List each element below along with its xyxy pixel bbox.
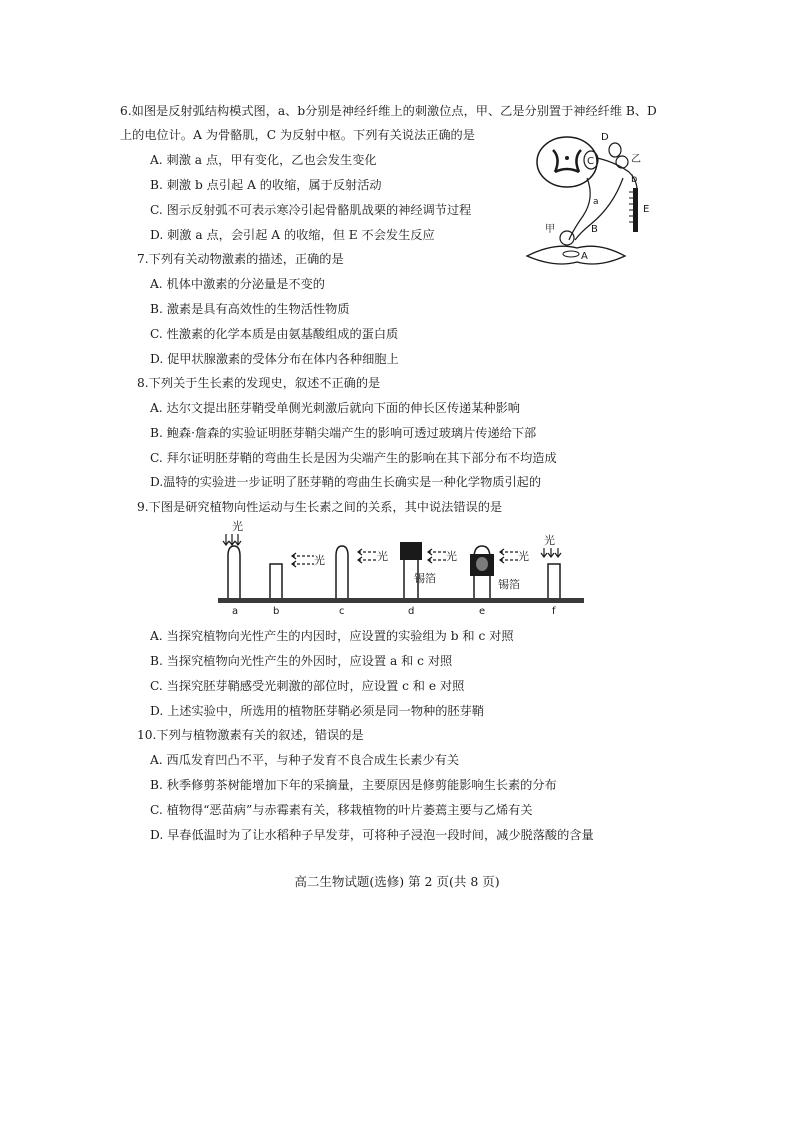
q9-option-d: D. 上述实验中，所选用的植物胚芽鞘必须是同一物种的胚芽鞘 [150,704,484,718]
seedling-letter-e: e [479,606,486,617]
light-label-d-left: 光 [377,550,388,563]
q8-option-b: B. 鲍森·詹森的实验证明胚芽鞘尖端产生的影响可透过玻璃片传递给下部 [150,426,537,440]
q8-option-a: A. 达尔文提出胚芽鞘受单侧光刺激后就向下面的伸长区传递某种影响 [150,401,520,415]
seedling-a [228,546,240,598]
seedling-f [548,564,560,598]
light-arrows-e [500,552,518,560]
q6-stem-line2: 上的电位计。A 为骨骼肌，C 为反射中枢。下列有关说法正确的是 [120,128,475,142]
gray-matter [553,150,581,172]
light-arrowheads-c [292,553,296,567]
seedling-letter-b: b [273,606,280,617]
q7-stem: 7.下列有关动物激素的描述，正确的是 [137,252,344,266]
light-label-c: 光 [314,554,325,567]
q10-option-c: C. 植物得“恶苗病”与赤霉素有关，移栽植物的叶片萎蔫主要与乙烯有关 [150,803,533,817]
meter-yi [616,156,628,168]
light-label-d: 光 [446,550,457,563]
q6-option-b: B. 刺激 b 点引起 A 的收缩，属于反射活动 [150,178,382,192]
ganglion [609,143,621,157]
foil-label-e: 锡箔 [498,578,520,591]
motor-endplate [563,251,579,257]
light-arrowheads-d [428,549,432,563]
q8-option-d: D.温特的实验进一步证明了胚芽鞘的弯曲生长确实是一种化学物质引起的 [150,475,542,489]
seedling-letter-a: a [232,606,239,617]
page-footer: 高二生物试题(选修) 第 2 页(共 8 页) [294,874,500,889]
label-yi: 乙 [631,154,641,165]
label-jia: 甲 [545,224,555,235]
ground-strip [218,598,584,603]
q6-option-c: C. 图示反射弧不可表示寒冷引起骨骼肌战栗的神经调节过程 [150,203,472,217]
meter-jia [560,231,574,245]
reflex-arc-figure [525,128,665,268]
light-label-f: 光 [544,534,555,547]
q10-option-b: B. 秋季修剪茶树能增加下年的采摘量，主要原因是修剪能影响生长素的分布 [150,778,557,792]
q9-option-c: C. 当探究胚芽鞘感受光刺激的部位时，应设置 c 和 e 对照 [150,679,465,693]
muscle-a [527,246,625,264]
q6-stem-line1: 6.如图是反射弧结构模式图，a、b分别是神经纤维上的刺激位点，甲、乙是分别置于神经纤维 B、D [120,104,657,118]
light-label-e: 光 [518,550,529,563]
seedling-b [270,564,282,598]
seedling-letter-f: f [552,606,556,617]
light-arrowheads-d-left [358,549,362,563]
q8-option-c: C. 拜尔证明胚芽鞘的弯曲生长是因为尖端产生的影响在其下部分布不均造成 [150,451,557,465]
tip-glow-e [476,557,488,571]
q10-stem: 10.下列与植物激素有关的叙述，错误的是 [137,728,364,742]
q7-option-c: C. 性激素的化学本质是由氨基酸组成的蛋白质 [150,327,399,341]
q6-option-d: D. 刺激 a 点，会引起 A 的收缩，但 E 不会发生反应 [150,228,435,242]
q7-option-a: A. 机体中激素的分泌量是不变的 [150,277,325,291]
q9-stem: 9.下图是研究植物向性运动与生长素之间的关系，其中说法错误的是 [137,500,503,514]
light-arrows-d [428,552,446,560]
q10-option-d: D. 早春低温时为了让水稻种子早发芽，可将种子浸泡一段时间，减少脱落酸的含量 [150,828,594,842]
seedling-letter-c: c [339,606,345,617]
label-c: C [587,156,594,167]
q8-stem: 8.下列关于生长素的发现史，叙述不正确的是 [137,376,381,390]
q7-option-b: B. 激素是具有高效性的生物活性物质 [150,302,350,316]
q9-option-b: B. 当探究植物向光性产生的外因时，应设置 a 和 c 对照 [150,654,453,668]
label-d: D [601,132,609,143]
label-a: a [593,197,599,207]
receptor-e [633,188,638,232]
efferent-fiber-2 [575,178,623,240]
label-b: b [631,174,638,185]
q6-option-a: A. 刺激 a 点，甲有变化，乙也会发生变化 [150,153,377,167]
light-arrowheads-e [500,549,504,563]
light-arrows-c [292,556,314,564]
foil-label-d: 锡箔 [414,572,436,585]
central-canal [565,156,569,160]
q10-option-a: A. 西瓜发育凹凸不平，与种子发育不良合成生长素少有关 [150,753,460,767]
foil-cap-d [400,542,422,560]
label-muscle-b: B [591,224,598,235]
label-muscle-a: A [581,251,588,262]
seedling-c [336,546,348,598]
q9-option-a: A. 当探究植物向光性产生的内因时，应设置的实验组为 b 和 c 对照 [150,629,514,643]
light-arrows-d-left [358,552,378,560]
label-e: E [643,204,650,215]
receptor-e-lines [629,192,633,222]
phototropism-figure [218,518,588,618]
seedling-letter-d: d [408,606,415,617]
light-label-a: 光 [232,520,243,533]
q7-option-d: D. 促甲状腺激素的受体分布在体内各种细胞上 [150,352,399,366]
